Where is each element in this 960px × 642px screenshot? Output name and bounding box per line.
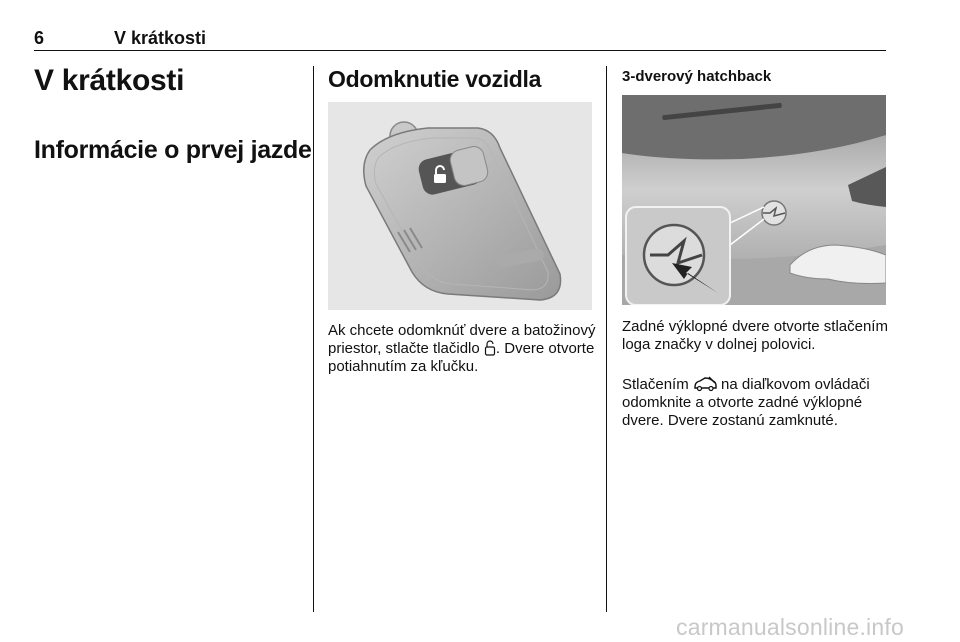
- section-title: Informácie o prvej jazde: [34, 136, 312, 164]
- unlock-paragraph: [328, 322, 598, 376]
- car-tailgate-icon: [693, 376, 717, 392]
- chapter-title: V krátkosti: [34, 64, 185, 97]
- subheading-3door: 3-dverový hatchback: [622, 68, 772, 85]
- unlock-text-2: . Dvere otvorte potiahnutím za kľučku.: [328, 340, 595, 375]
- page-number: 6: [34, 28, 45, 48]
- header-title: V krátkosti: [114, 28, 207, 48]
- tailgate-illustration: [622, 95, 886, 305]
- tailgate-text-2: na diaľkovom ovládači odomknite a otvorte zadné výklopné dvere. Dvere zostanú zamknuté.: [622, 376, 870, 429]
- section-heading-unlock: Odomknutie vozidla: [328, 66, 542, 92]
- key-fob-illustration: [328, 102, 592, 310]
- page-header: [34, 28, 886, 51]
- column-divider-2: [606, 66, 607, 612]
- unlock-text-1: Ak chcete odomknúť dvere a batožinový priestor, stlačte tlačidlo: [328, 322, 596, 357]
- tailgate-paragraph-2: [622, 376, 894, 430]
- column-divider-1: [313, 66, 314, 612]
- tailgate-text-1: Stlačením: [622, 376, 689, 393]
- watermark: carmanualsonline.info: [676, 614, 904, 640]
- tailgate-paragraph-1: Zadné výklopné dvere otvorte stlačením loga značky v dolnej polovici.: [622, 318, 888, 353]
- unlock-icon: [484, 340, 496, 356]
